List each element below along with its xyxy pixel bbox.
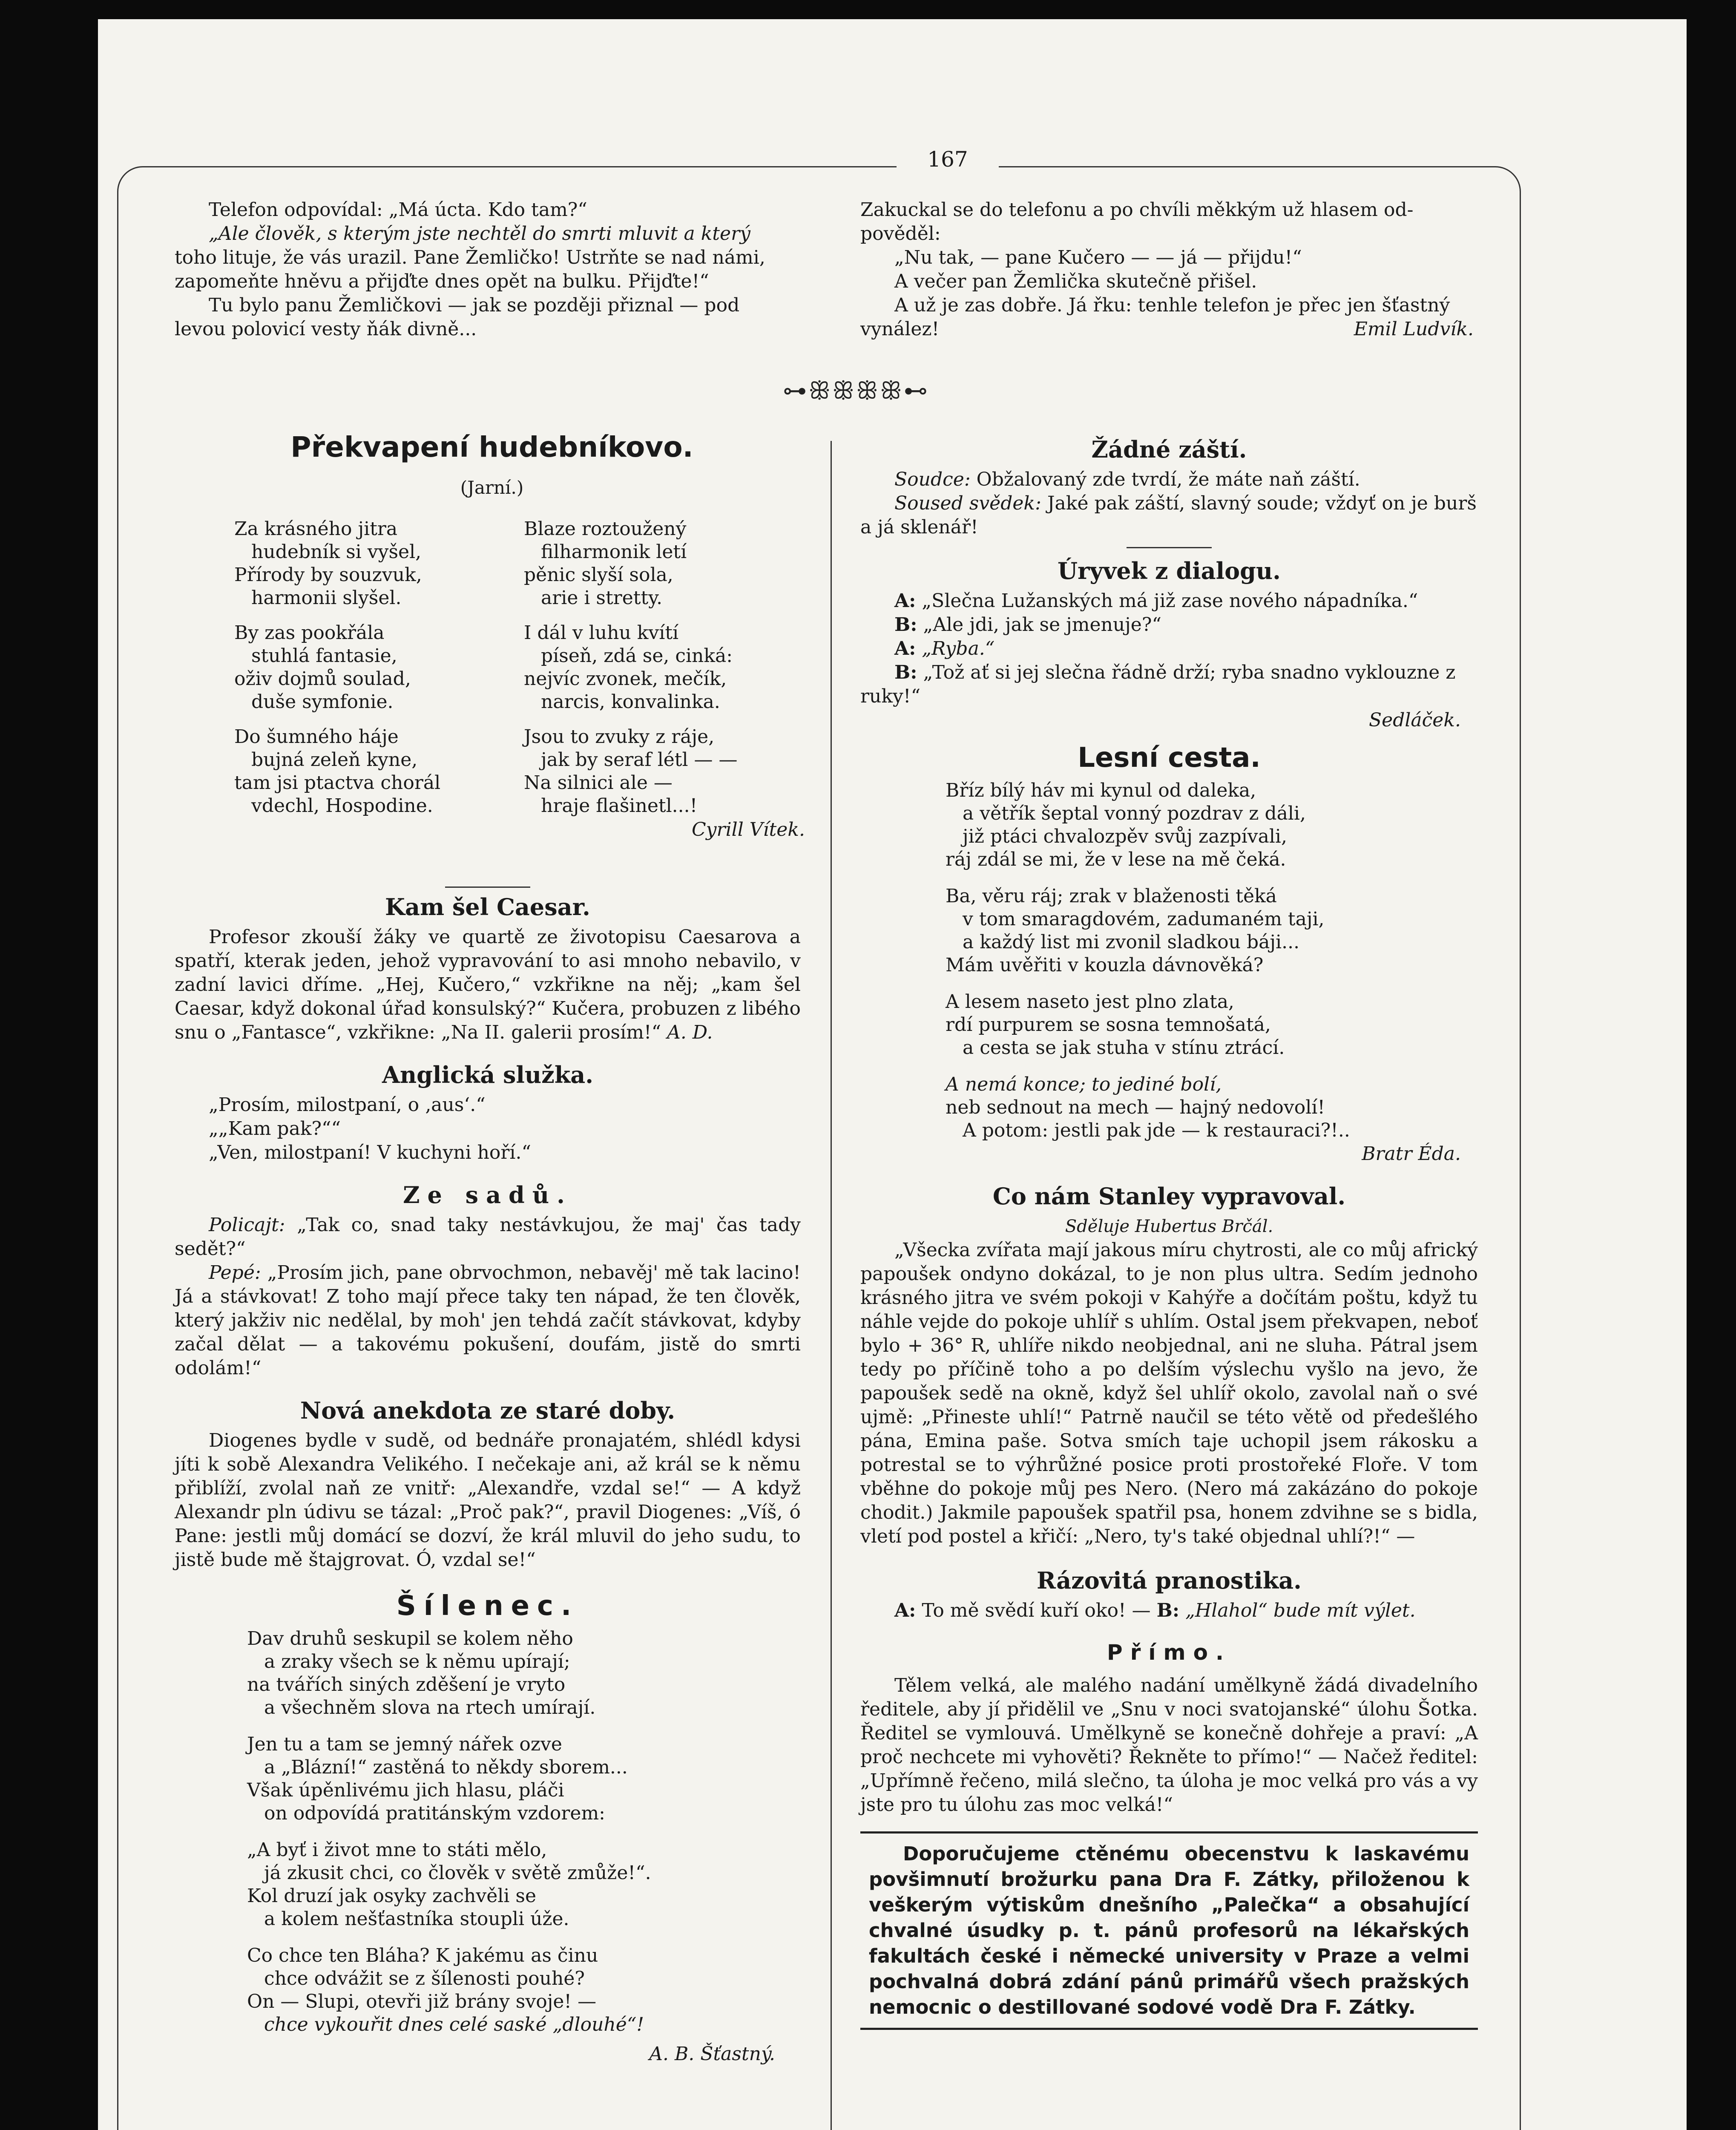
top-left-text: Telefon odpovídal: „Má úcta. Kdo tam?“ „Ale člověk, s kterým jste nechtěl do smrti mluvit a který toho lituje, že vás urazil. Pane Žemličko! Ustrňte se nad námi, zapomeňte hněvu a přijďte dnes opět na bulku. Přijďte!“ Tu bylo panu Žemličkovi — jak se později přiznal — pod levou polovicí vesty ňák divně... xyxy=(175,199,765,340)
signature: Bratr Éda. xyxy=(1362,1143,1461,1165)
story-title: Šílenec. xyxy=(396,1590,579,1622)
signature: Cyrill Vítek. xyxy=(692,819,805,840)
story-title: Žádné záští. xyxy=(1091,436,1247,463)
story-text: „Všecka zvířata mají jakous míru chytrosti, ale co můj africký papoušek ondyno dokázal, to je non plus ultra. Sedím jednoho krásného jitra ve svém pokoji v Kahýře a dočítám poštu, když tu náhle vejde do pokoje uhlíř s uhlím. Ostal jsem překvapen, neboť bylo + 36° R, uhlíře nikdo neobjednal, ani ne sluha. Pátral jsem tedy po příčině toho a po delším výslechu vyšlo na jevo, že papoušek sedě na okně, když šel uhlíř okolo, zavolal naň o své ujmě: „Přineste uhlí!“ Patrně naučil se této větě od předešlého pána, Emina paše. Sotva smích taje uchopil jsem rákosku a potrestal se to výhrůžné posice proti prostořeké Floře. V tom vběhne do pokoje můj pes Nero. (Nero má zakázáno do pokoje chodit.) Jakmile papoušek spatřil psa, honem zdvihne se s bidla, vletí pod postel a křičí: „Nero, ty's také objednal uhlí?!“ — xyxy=(860,1239,1478,1547)
story-title: Kam šel Caesar. xyxy=(385,893,590,921)
poem-right-column: Blaze roztoužený filharmonik letí pěnic slyší sola, arie i stretty. I dál v luhu kvítí píseň, zdá se, cinká: nejvíc zvonek, mečík, narcis, konvalinka. Jsou to zvuky z ráje, jak by seraf létl — — Na silnici ale — hraje flašinetl...! Cyrill Vítek. xyxy=(524,518,813,841)
story-text: Diogenes bydle v sudě, od bednáře pronajatém, shlédl kdysi jíti k sobě Alexandra Velikého. I nečekaje ani, až král se k němu přiblíží, zvolal naň ze vnitř: „Alexandře, vzdal se!“ — A když Alexandr pln údivu se tázal: „Proč pak?“, pravil Diogenes: „Víš, ó Pane: jestli můj domácí se dozví, že král mluvil do jeho sudu, to jistě bude mě štajgrovat. Ó, vzdal se!“ xyxy=(175,1430,801,1571)
poem-subtitle: (Jarní.) xyxy=(460,477,524,498)
story-title: Přímo. xyxy=(1107,1640,1231,1665)
story-title: Nová anekdota ze staré doby. xyxy=(300,1397,675,1424)
story-text: Profesor zkouší žáky ve quartě ze životopisu Caesarova a spatří, kterak jeden, jehož vypravování to asi mnoho nebavilo, v zadní lavici dříme. „Hej, Kučero,“ vzkřikne na něj; „kam šel Caesar, když dokonal úřad konsulský?“ Kučera, probuzen z libého snu o „Fantasce“, vzkřikne: „Na II. galerii prosím!“ xyxy=(175,926,801,1043)
advertisement-box xyxy=(860,1831,1478,2030)
poem-lesni: Bříz bílý háv mi kynul od daleka, a větřík šeptal vonný pozdrav z dáli, již ptáci chvalozpěv svůj zazpívali, ráj zdál se mi, že v lese na mě čeká. Ba, věru ráj; zrak v blaženosti těká v tom smaragdovém, zadumaném taji, a každý list mi zvonil sladkou báji... Mám uvěřiti v kouzla dávnověká? A lesem naseto jest plno zlata, rdí purpurem se sosna temnošatá, a cesta se jak stuha v stínu ztrácí. A nemá konce; to jediné bolí, neb sednout na mech — hajný nedovolí! A potom: jestli pak jde — k restauraci?!.. xyxy=(946,780,1350,1141)
signature: Sedláček. xyxy=(1369,709,1461,731)
page-number: 167 xyxy=(897,147,999,172)
column-divider xyxy=(831,441,832,2130)
story-title: Úryvek z dialogu. xyxy=(1058,557,1281,584)
story-title: Lesní cesta. xyxy=(1078,742,1261,774)
story-title: Ze sadů. xyxy=(403,1181,572,1209)
poem-left-column: Za krásného jitra hudebník si vyšel, Přírody by souzvuk, harmonii slyšel. By zas pookřála stuhlá fantasie, oživ dojmů soulad, duše symfonie. Do šumného háje bujná zeleň kyne, tam jsi ptactva chorál vdechl, Hospodine. xyxy=(234,518,441,817)
poem-silenec: Dav druhů seskupil se kolem něho a zraky všech se k němu upírají; na tvářích siných zděšení je vryto a všechněm slova na rtech umírají. Jen tu a tam se jemný nářek ozve a „Blázní!“ zastěná to někdy sborem... Však úpěnlivému jich hlasu, pláči on odpovídá pratitánským vzdorem: „A byť i život mne to státi mělo, já zkusit chci, co člověk v světě zmůže!“. Kol druzí jak osyky zachvěli se a kolem nešťastníka stoupli úže. Co chce ten Bláha? K jakému as činu chce odvážit se z šílenosti pouhé? On — Slupi, otevři již brány svoje! — chce vykouřit dnes celé saské „dlouhé“! xyxy=(247,1628,651,2035)
story-title: Rázovitá pranostika. xyxy=(1037,1567,1302,1594)
poem-title: Překvapení hudebníkovo. xyxy=(290,431,693,463)
signature: A. B. Šťastný. xyxy=(649,2043,775,2065)
left-column-stories: Kam šel Caesar. Profesor zkouší žáky ve quartě ze životopisu Caesarova a spatří, kterak jeden, jehož vypravování to asi mnoho nebavilo, v zadní lavici dříme. „Hej, Kučero,“ vzkřikne na něj; „kam šel Caesar, když dokonal úřad konsulský?“ Kučera, probuzen z libého snu o „Fantasce“, vzkřikne: „Na II. galerii prosím!“ A. D. Anglická služka. „Prosím, milostpaní, o ‚aus‘.“ „„Kam pak?““ „Ven, milostpaní! V kuchyni hoří.“ Ze sadů. Policajt: „Tak co, snad taky nestávkujou, že maj' čas tady sedět?“ Pepé: „Prosím jich, pane obrvochmon, nebavěj' mě tak lacino! Já a stávkovat! Z toho mají přece taky ten nápad, že ten člověk, který jakživ nic nedělal, by moh' jen tehdá začít stávkovat, kdyby začal dělat — a takovému pokušení, doufám, jistě do smrti odolám!“ Nová anekdota ze staré doby. Diogenes bydle v sudě, od bednáře pronajatém, shlédl kdysi jíti k sobě Alexandra Velikého. I nečekaje ani, až král se k němu přiblíží, zvolal naň ze vnitř: „Alexandře, vzdal se!“ — A když Alexandr pln údivu se tázal: „Proč pak?“, pravil Diogenes: „Víš, ó Pane: jestli můj domácí se dozví, že král mluvil do jeho sudu, to jistě bude mě štajgrovat. Ó, vzdal se!“ Šílenec. Dav druhů seskupil se kolem něho a zraky všech se k němu upírají; na tvářích siných zděšení je vryto a všechněm slova na rtech umírají. Jen tu a tam se jemný nářek ozve a „Blázní!“ zastěná to někdy sborem... Však úpěnlivému jich hlasu, pláči on odpovídá pratitánským vzdorem: „A byť i život mne to státi mělo, já zkusit chci, co člověk v světě zmůže!“. Kol druzí jak osyky zachvěli se a kolem nešťastníka stoupli úže. Co chce ten Bláha? K jakému as činu chce odvážit se z šílenosti pouhé? On — Slupi, otevři již brány svoje! — chce vykouřit dnes celé saské „dlouhé“! A. B. Šťastný. xyxy=(175,884,801,2066)
advertisement-text: Doporučujeme ctěnému obecenstvu k laskavému povšimnutí brožurku pana Dra F. Zátky, přiloženou k veškerým výtiskům dnešního „Palečka“ a obsahující chvalné úsudky p. t. pánů profesorů na lékařských fakultách české i německé university v Praze a velmi pochvalná dobrá zdání pánů primářů všech pražských nemocnic o destillované sodové vodě Dra F. Zátky. xyxy=(869,1842,1469,2018)
signature: Emil Ludvík. xyxy=(1354,318,1474,340)
right-column-stories: Žádné záští. Soudce: Obžalovaný zde tvrdí, že máte naň záští. Soused svědek: Jaké pak záští, slavný soude; vždyť on je burš a já sklenář! Úryvek z dialogu. A: „Slečna Lužanských má již zase nového nápadníka.“ B: „Ale jdi, jak se jmenuje?“ A: „Ryba.“ B: „Tož ať si jej slečna řádně drží; ryba snadno vyklouzne z ruky!“ Sedláček. Lesní cesta. Bříz bílý háv mi kynul od daleka, a větřík šeptal vonný pozdrav z dáli, již ptáci chvalozpěv svůj zazpívali, ráj zdál se mi, že v lese na mě čeká. Ba, věru ráj; zrak v blaženosti těká v tom smaragdovém, zadumaném taji, a každý list mi zvonil sladkou báji... Mám uvěřiti v kouzla dávnověká? A lesem naseto jest plno zlata, rdí purpurem se sosna temnošatá, a cesta se jak stuha v stínu ztrácí. A nemá konce; to jediné bolí, neb sednout na mech — hajný nedovolí! A potom: jestli pak jde — k restauraci?!.. Bratr Éda. Co nám Stanley vypravoval. Sděluje Hubertus Brčál. „Všecka zvířata mají jakous míru chytrosti, ale co můj africký papoušek ondyno dokázal, to je non plus ultra. Sedím jednoho krásného jitra ve svém pokoji v Kahýře a dočítám poštu, když tu náhle vejde do pokoje uhlíř s uhlím. Ostal jsem překvapen, neboť bylo + 36° R, uhlíře nikdo neobjednal, ani ne sluha. Pátral jsem tedy po příčině toho a po delším výslechu vyšlo na jevo, že papoušek sedě na okně, když šel uhlíř okolo, zavolal naň o své ujmě: „Přineste uhlí!“ Patrně naučil se této větě od předešlého pána, Emina paše. Sotva smích taje uchopil jsem rákosku a potrestal se to výhrůžné posice proti prostořeké Floře. V tom vběhne do pokoje můj pes Nero. (Nero má zakázáno do pokoje chodit.) Jakmile papoušek spatřil psa, honem zdvihne se s bidla, vletí pod postel a křičí: „Nero, ty's také objednal uhlí?!“ — Rázovitá pranostika. A: To mě svědí kuří oko! — B: „Hlahol“ bude mít výlet. Přímo. Tělem velká, ale malého nadání umělkyně žádá divadelního ředitele, aby jí přidělil ve „Snu v noci svatojanské“ úlohu Šotka. Ředitel se vymlouvá. Umělkyně se konečně dohřeje a praví: „A proč nechcete mi vyhověti? Řekněte to přímo!“ — Načež ředitel: „Upřímně řečeno, milá slečno, ta úloha je moc velká pro vás a vy jste pro tu úlohu zas moc velká!“ Doporučujeme ctěnému obecenstvu k laskavému povšimnutí brožurku pana Dra F. Zátky, přiloženou k veškerým výtiskům dnešního „Palečka“ a obsahující chvalné úsudky p. t. pánů profesorů na lékařských fakultách české i německé university v Praze a velmi pochvalná dobrá zdání pánů primářů všech pražských nemocnic o destillované sodové vodě Dra F. Zátky. xyxy=(860,435,1478,2030)
story-title: Anglická služka. xyxy=(382,1061,594,1088)
newspaper-page xyxy=(98,19,1687,2130)
story-title: Co nám Stanley vypravoval. xyxy=(992,1183,1346,1210)
ornament-divider: ⊶ꕥꕥꕥꕥ⊷ xyxy=(783,377,929,405)
story-text: Tělem velká, ale malého nadání umělkyně žádá divadelního ředitele, aby jí přidělil ve „Snu v noci svatojanské“ úlohu Šotka. Ředitel se vymlouvá. Umělkyně se konečně dohřeje a praví: „A proč nechcete mi vyhověti? Řekněte to přímo!“ — Načež ředitel: „Upřímně řečeno, milá slečno, ta úloha je moc velká pro vás a vy jste pro tu úlohu zas moc velká!“ xyxy=(860,1675,1478,1816)
signature: A. D. xyxy=(667,1022,713,1043)
top-right-text: Zakuckal se do telefonu a po chvíli měkkým už hlasem od- pověděl: „Nu tak, — pane Kučero — — já — přijdu!“ A večer pan Žemlička skutečně přišel. A už je zas dobře. Já řku: tenhle telefon je přec jen šťastný vynález! Emil Ludvík. xyxy=(860,198,1474,341)
